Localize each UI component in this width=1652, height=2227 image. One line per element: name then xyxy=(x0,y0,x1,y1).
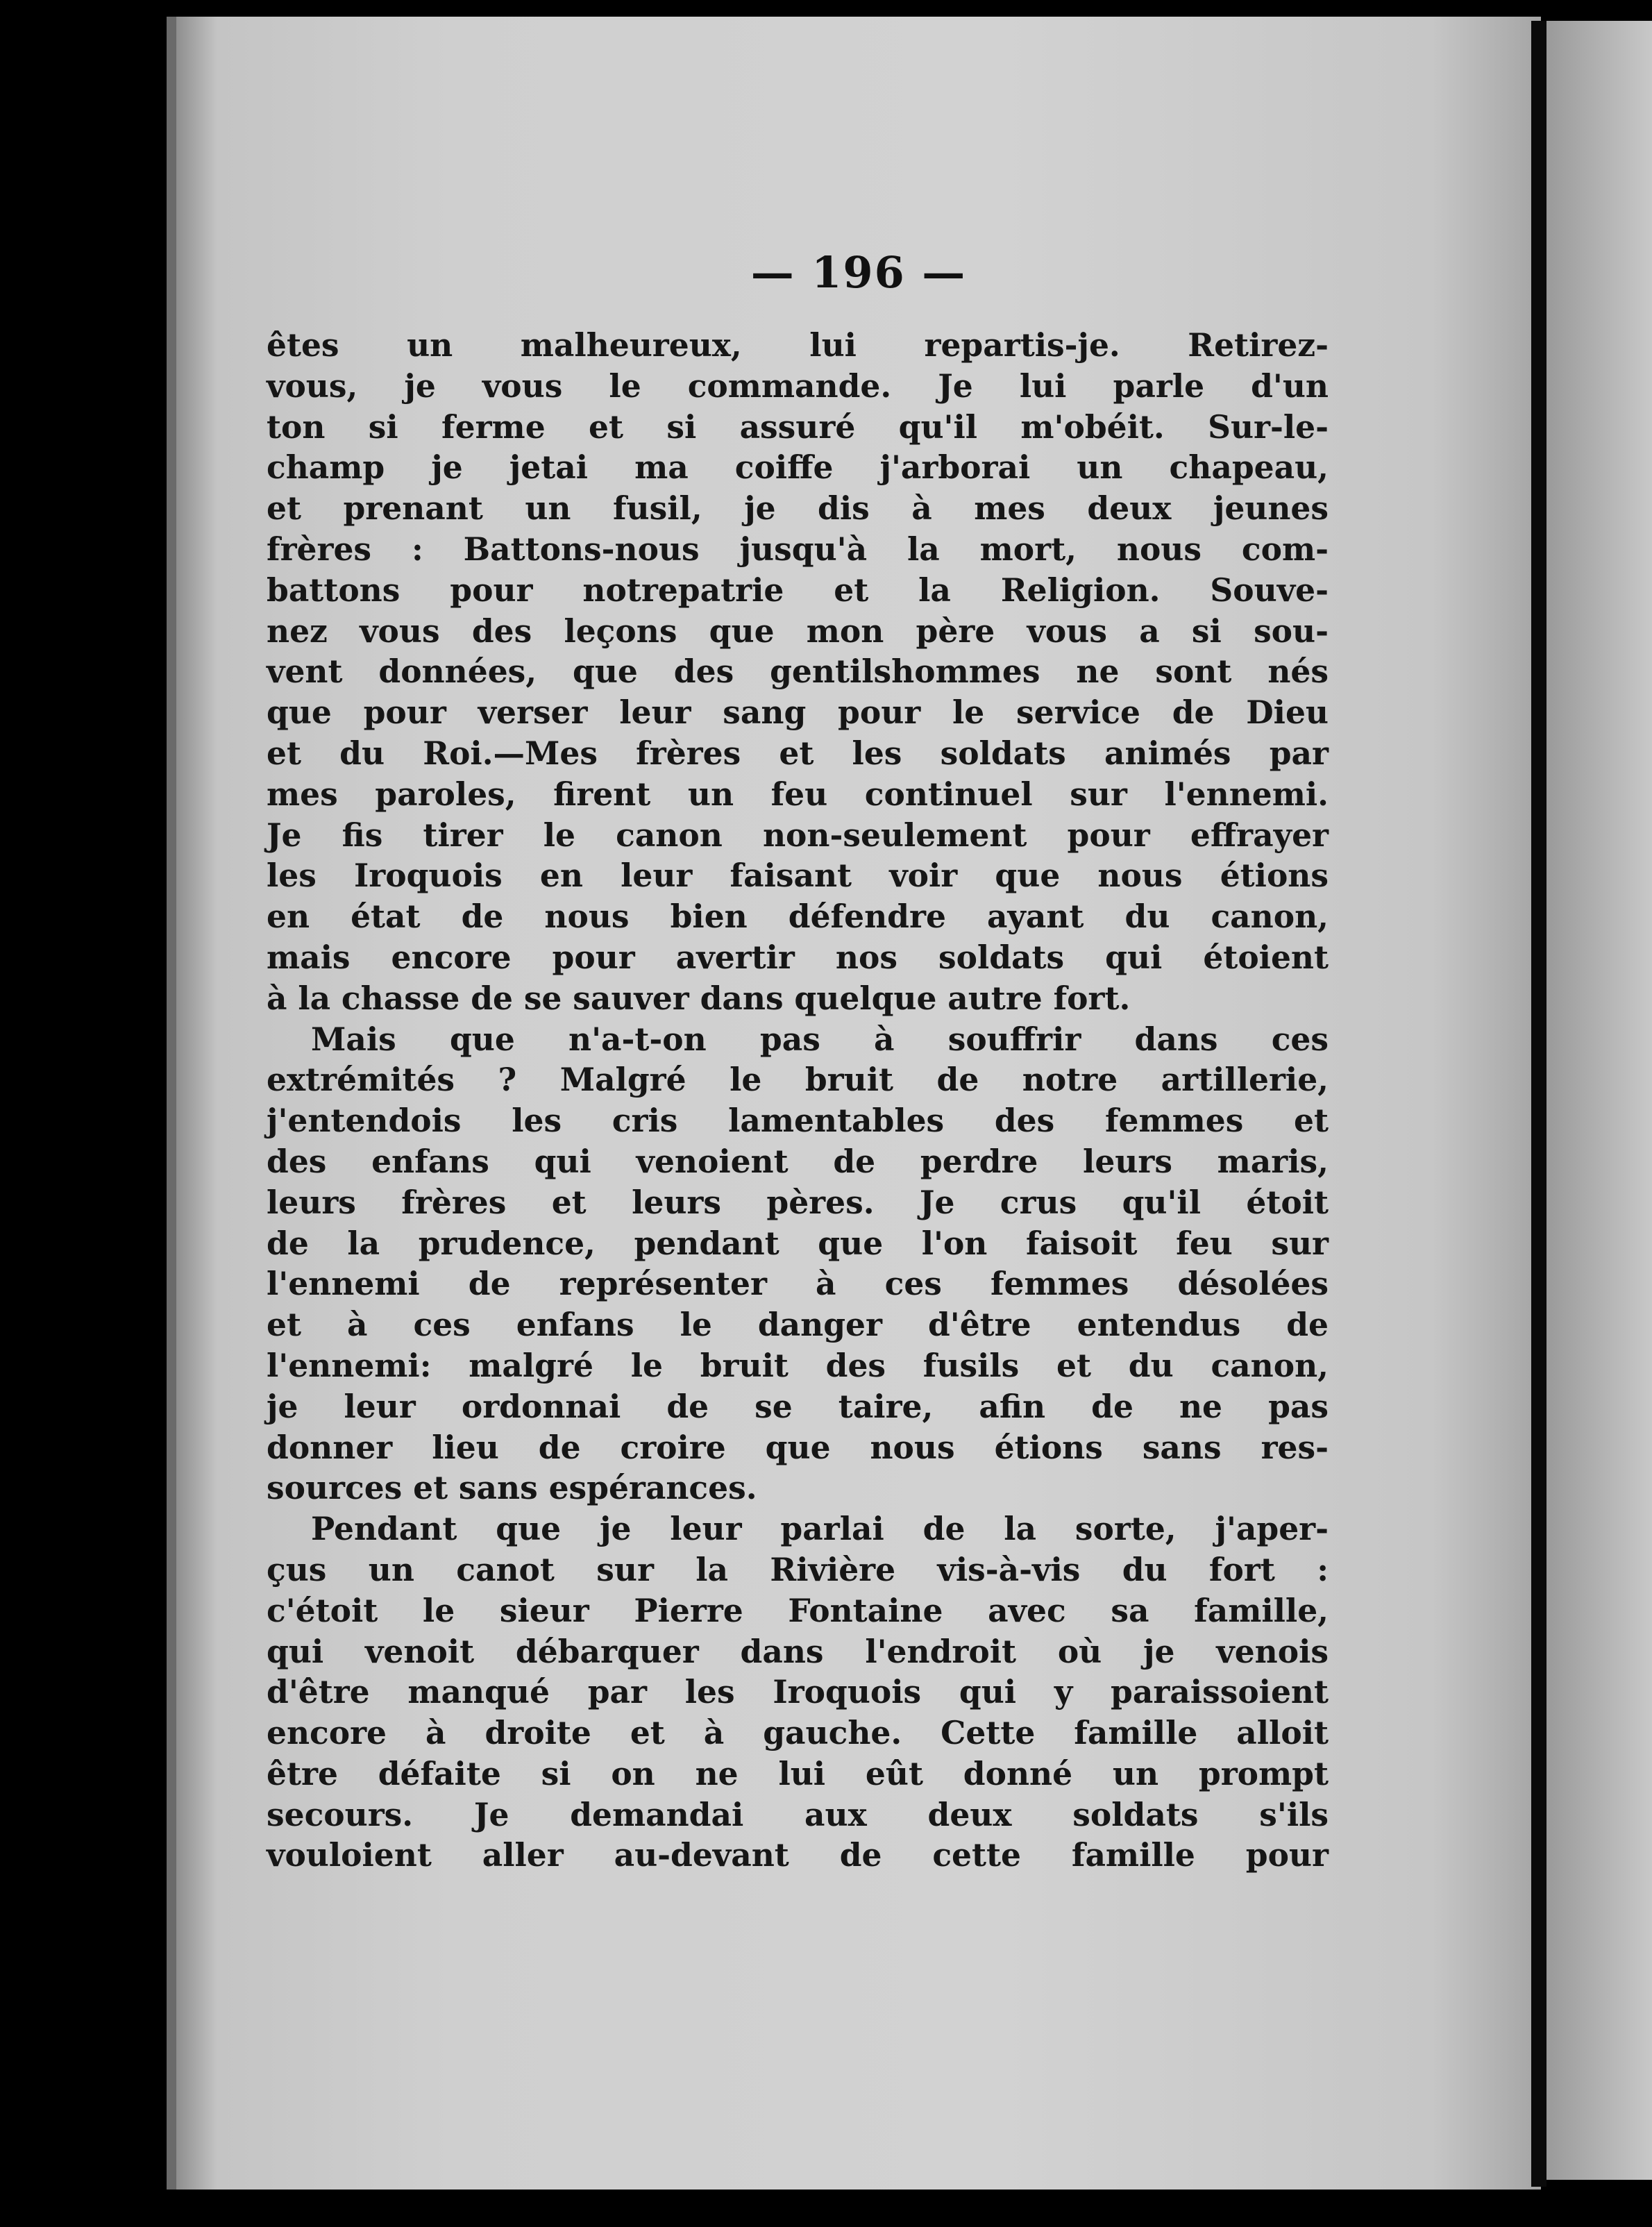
text-line: c'étoit le sieur Pierre Fontaine avec sa famille, xyxy=(267,1591,1329,1629)
text-line: secours. Je demandai aux deux soldats s'ils xyxy=(267,1795,1329,1833)
text-line: et du Roi.—Mes frères et les soldats animés par xyxy=(267,734,1329,772)
text-line: nez vous des leçons que mon père vous a si sou- xyxy=(267,612,1329,650)
text-line: Pendant que je leur parlai de la sorte, j'aper- xyxy=(311,1510,1329,1548)
text-line: battons pour notrepatrie et la Religion. Souve- xyxy=(267,571,1329,609)
text-line: et prenant un fusil, je dis à mes deux jeunes xyxy=(267,489,1329,528)
text-line: en état de nous bien défendre ayant du canon, xyxy=(267,898,1329,936)
text-line: qui venoit débarquer dans l'endroit où je venois xyxy=(267,1632,1329,1670)
text-line: frères : Battons-nous jusqu'à la mort, nous com- xyxy=(267,530,1329,568)
text-line: être défaite si on ne lui eût donné un prompt xyxy=(267,1754,1329,1792)
text-line: mes paroles, firent un feu continuel sur l'ennemi. xyxy=(267,775,1329,813)
text-line: Mais que n'a-t-on pas à souffrir dans ces xyxy=(311,1020,1329,1058)
text-line: sources et sans espérances. xyxy=(267,1469,757,1507)
text-line: çus un canot sur la Rivière vis-à-vis du fort : xyxy=(267,1550,1329,1588)
text-line: des enfans qui venoient de perdre leurs maris, xyxy=(267,1142,1329,1180)
text-line: vouloient aller au-devant de cette famille pour xyxy=(267,1836,1329,1874)
text-line: êtes un malheureux, lui repartis-je. Retirez- xyxy=(267,326,1329,364)
page-number: — 196 — xyxy=(750,247,967,298)
text-line: l'ennemi de représenter à ces femmes désolées xyxy=(267,1265,1329,1303)
text-line: extrémités ? Malgré le bruit de notre artillerie, xyxy=(267,1061,1329,1099)
text-line: champ je jetai ma coiffe j'arborai un chapeau, xyxy=(267,448,1329,487)
text-line: de la prudence, pendant que l'on faisoit feu sur xyxy=(267,1224,1329,1262)
text-line: ton si ferme et si assuré qu'il m'obéit. Sur-le- xyxy=(267,407,1329,446)
text-line: à la chasse de se sauver dans quelque autre fort. xyxy=(267,979,1131,1017)
text-line: vous, je vous le commande. Je lui parle d'un xyxy=(267,367,1329,405)
text-line: l'ennemi: malgré le bruit des fusils et du canon, xyxy=(267,1346,1329,1384)
text-line: vent données, que des gentilshommes ne sont nés xyxy=(267,653,1329,691)
text-line: leurs frères et leurs pères. Je crus qu'il étoit xyxy=(267,1183,1329,1221)
text-line: que pour verser leur sang pour le service de Dieu xyxy=(267,694,1329,732)
text-line: je leur ordonnai de se taire, afin de ne pas xyxy=(267,1387,1329,1425)
text-line: encore à droite et à gauche. Cette famille alloit xyxy=(267,1714,1329,1752)
text-line: et à ces enfans le danger d'être entendus de xyxy=(267,1306,1329,1344)
text-line: donner lieu de croire que nous étions sans res- xyxy=(267,1428,1329,1466)
page-edge-shadow xyxy=(1531,21,1546,2187)
body-text xyxy=(267,325,1329,1876)
text-line: Je fis tirer le canon non-seulement pour effrayer xyxy=(267,816,1329,854)
adjacent-page-edge xyxy=(1546,21,1652,2180)
text-line: les Iroquois en leur faisant voir que nous étions xyxy=(267,857,1329,895)
text-line: d'être manqué par les Iroquois qui y paraissoient xyxy=(267,1673,1329,1711)
text-line: mais encore pour avertir nos soldats qui étoient xyxy=(267,938,1329,976)
text-line: j'entendois les cris lamentables des femmes et xyxy=(267,1102,1329,1140)
